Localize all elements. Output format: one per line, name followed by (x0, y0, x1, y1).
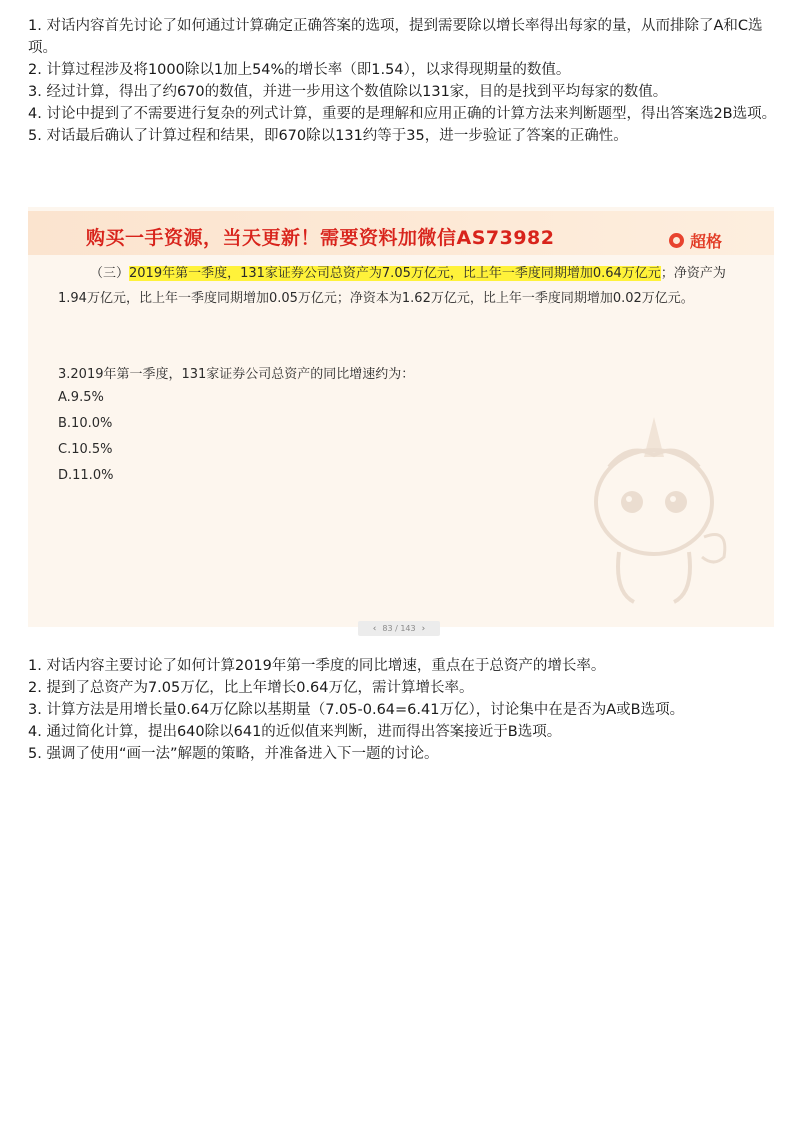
brand-logo (669, 229, 722, 252)
summary-list-top (28, 15, 780, 147)
brand-logo-icon (669, 233, 684, 248)
passage-text (58, 261, 744, 311)
option-a: A.9.5% (58, 390, 104, 405)
question-text: 3.2019年第一季度，131家证券公司总资产的同比增速约为： (58, 367, 415, 382)
highlighted-passage: 2019年第一季度，131家证券公司总资产为7.05万亿元，比上年一季度同期增加0.64万亿元 (129, 266, 661, 281)
answer-options (58, 385, 113, 489)
summary-list-bottom (28, 655, 780, 765)
promo-banner (28, 211, 774, 255)
option-d: D.11.0% (58, 468, 114, 483)
unicorn-mascot-watermark (574, 407, 734, 607)
summary-item: 2. 提到了总资产为7.05万亿，比上年增长0.64万亿，需计算增长率。 (28, 680, 474, 696)
passage-rest: ；净资产为1.94万亿元，比上年一季度同期增加0.05万亿元；净资本为1.62万亿元，比上年一季度同期增加0.02万亿元。 (58, 266, 726, 306)
option-c: C.10.5% (58, 442, 113, 457)
summary-item: 3. 计算方法是用增长量0.64万亿除以基期量（7.05-0.64=6.41万亿），讨论集中在是否为A或B选项。 (28, 702, 685, 718)
summary-item: 1. 对话内容主要讨论了如何计算2019年第一季度的同比增速，重点在于总资产的增长率。 (28, 658, 606, 674)
summary-item: 4. 讨论中提到了不需要进行复杂的列式计算，重要的是理解和应用正确的计算方法来判断题型，得出答案选2B选项。 (28, 106, 777, 122)
summary-item: 5. 强调了使用“画一法”解题的策略，并准备进入下一题的讨论。 (28, 746, 439, 762)
promo-banner-text: 购买一手资源，当天更新！需要资料加微信AS73982 (86, 227, 555, 249)
chevron-left-icon[interactable]: ‹ (372, 623, 377, 634)
passage-prefix: （三） (90, 266, 130, 281)
lecture-slide (28, 207, 774, 627)
summary-item: 1. 对话内容首先讨论了如何通过计算确定正确答案的选项，提到需要除以增长率得出每家的量，从而排除了A和C选项。 (28, 18, 763, 56)
summary-item: 5. 对话最后确认了计算过程和结果，即670除以131约等于35，进一步验证了答案的正确性。 (28, 128, 628, 144)
summary-item: 4. 通过简化计算，提出640除以641的近似值来判断，进而得出答案接近于B选项。 (28, 724, 562, 740)
chevron-right-icon[interactable]: › (421, 623, 426, 634)
summary-item: 3. 经过计算，得出了约670的数值，并进一步用这个数值除以131家，目的是找到平均每家的数值。 (28, 84, 668, 100)
brand-name: 超格 (689, 232, 722, 251)
page-indicator: 83 / 143 (382, 624, 416, 633)
summary-item: 2. 计算过程涉及将1000除以1加上54%的增长率（即1.54），以求得现期量的数值。 (28, 62, 571, 78)
page-navigator (358, 621, 440, 636)
option-b: B.10.0% (58, 416, 113, 431)
